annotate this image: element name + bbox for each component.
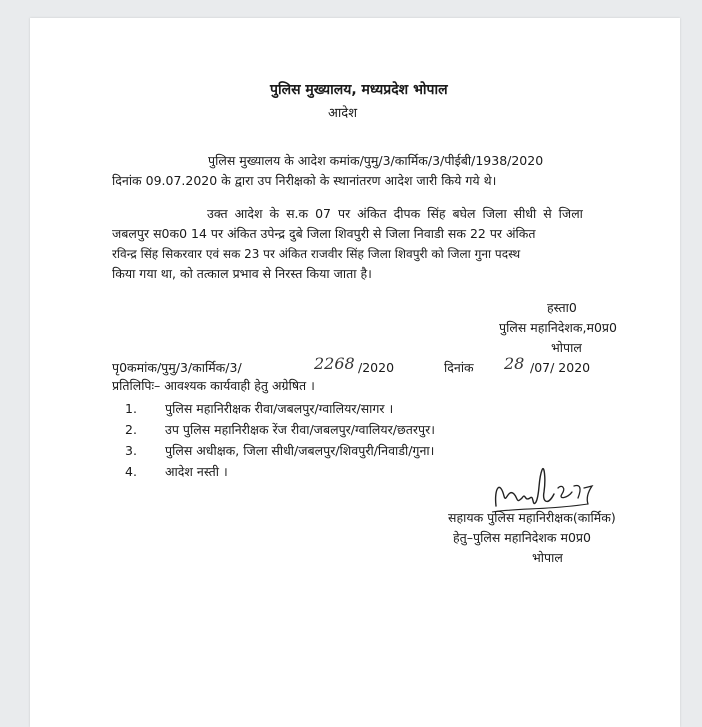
copy-item-number: 2. xyxy=(125,422,137,437)
signatory-designation: पुलिस महानिदेशक,म0प्र0 xyxy=(499,320,617,335)
para1-line1: पुलिस मुख्यालय के आदेश कमांक/पुमु/3/कार्मिक/3/पीईबी/1938/2020 xyxy=(208,153,544,168)
para1-line2: दिनांक 09.07.2020 के द्वारा उप निरीक्षको के स्थानांतरण आदेश जारी किये गये थे। xyxy=(112,173,497,188)
copy-item-number: 3. xyxy=(125,443,137,458)
para2-line4: किया गया था, को तत्काल प्रभाव से निरस्त किया जाता है। xyxy=(112,266,372,281)
date-month-year: /07/ 2020 xyxy=(530,360,591,375)
assistant-designation: सहायक पुलिस महानिरीक्षक(कार्मिक) xyxy=(448,510,616,525)
date-day: 28 xyxy=(504,354,525,373)
signed-label: हस्ता0 xyxy=(547,300,577,315)
copy-item-text: उप पुलिस महानिरीक्षक रेंज रीवा/जबलपुर/ग्वालियर/छतरपुर। xyxy=(165,422,435,437)
assistant-city: भोपाल xyxy=(532,550,563,565)
copy-item-text: पुलिस महानिरीक्षक रीवा/जबलपुर/ग्वालियर/सागर । xyxy=(165,401,394,416)
endorsement-ref-suffix: /2020 xyxy=(358,360,395,375)
date-label: दिनांक xyxy=(444,360,474,375)
office-heading: पुलिस मुख्यालय, मध्यप्रदेश भोपाल xyxy=(270,82,448,98)
copy-item-text: पुलिस अधीक्षक, जिला सीधी/जबलपुर/शिवपुरी/निवाडी/गुना। xyxy=(165,443,435,458)
copy-item-text: आदेश नस्ती । xyxy=(165,464,228,479)
para2-line1: उक्त आदेश के स.क 07 पर अंकित दीपक सिंह बघेल जिला सीधी से जिला xyxy=(207,206,583,221)
endorsement-ref-prefix: पृ0कमांक/पुमु/3/कार्मिक/3/ xyxy=(112,360,242,375)
endorsement-ref-number: 2268 xyxy=(314,354,355,373)
para2-line2: जबलपुर स0क0 14 पर अंकित उपेन्द्र दुबे जिला शिवपुरी से जिला निवाडी सक 22 पर अंकित xyxy=(112,226,536,241)
on-behalf-of-line: हेतु–पुलिस महानिदेशक म0प्र0 xyxy=(453,530,591,545)
copy-item-number: 4. xyxy=(125,464,137,479)
handwritten-signature xyxy=(488,458,608,518)
signatory-city: भोपाल xyxy=(551,340,582,355)
para2-line3: रविन्द्र सिंह सिकरवार एवं सक 23 पर अंकित राजवीर सिंह जिला शिवपुरी को जिला गुना पदस्थ xyxy=(112,247,521,261)
document-page xyxy=(30,18,680,727)
copy-forward-line: प्रतिलिपिः– आवश्यक कार्यवाही हेतु अग्रेषित । xyxy=(112,378,315,393)
copy-item-number: 1. xyxy=(125,401,137,416)
order-title: आदेश xyxy=(328,106,358,121)
